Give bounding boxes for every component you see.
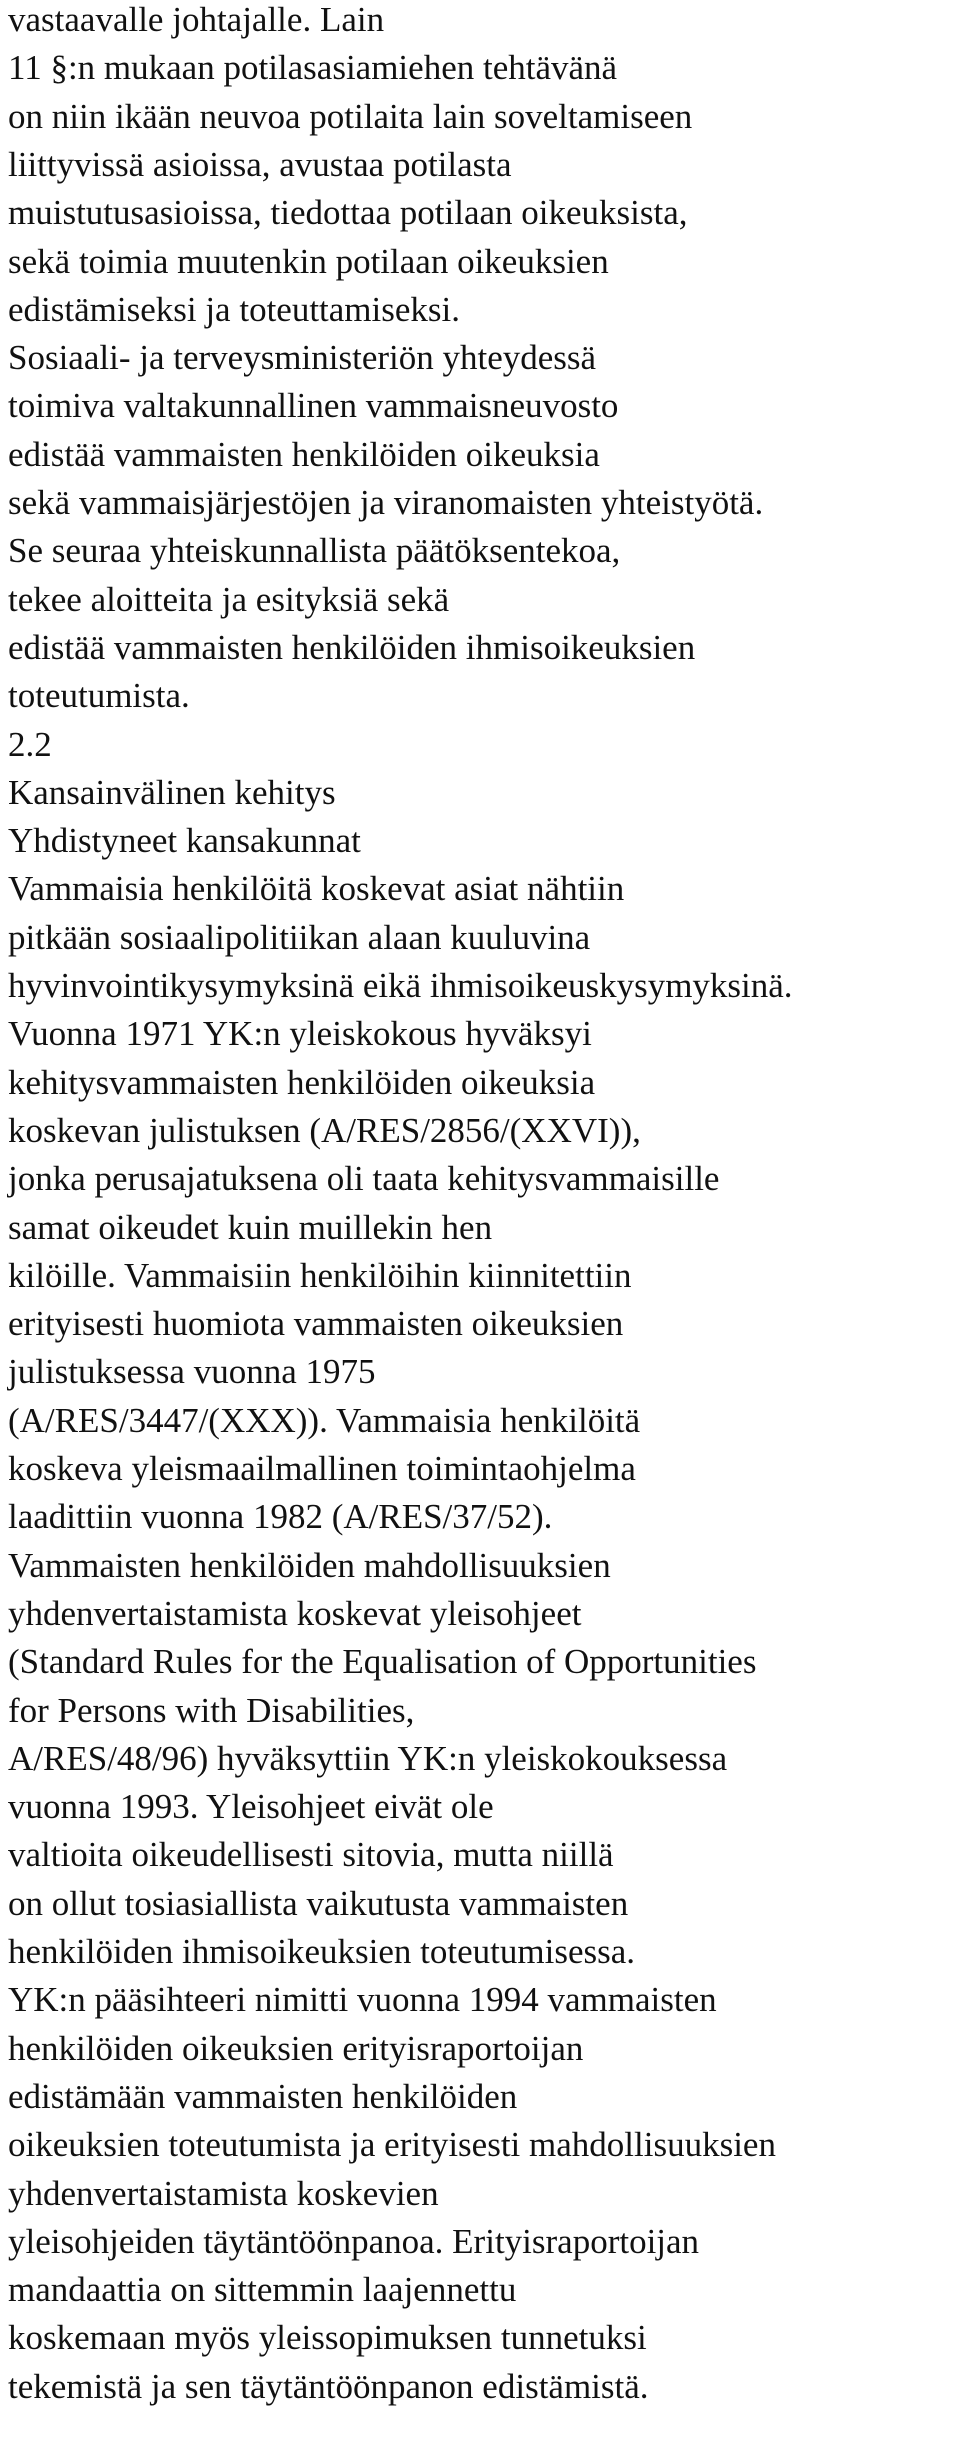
text-line: edistämään vammaisten henkilöiden <box>8 2076 518 2116</box>
text-line: Vammaisia henkilöitä koskevat asiat nähtiin <box>8 869 625 909</box>
text-line: edistää vammaisten henkilöiden oikeuksia <box>8 434 600 474</box>
text-line: 11 §:n mukaan potilasasiamiehen tehtävänä <box>8 48 618 88</box>
text-line: toteutumista. <box>8 676 190 716</box>
text-line: yhdenvertaistamista koskevien <box>8 2173 439 2213</box>
text-line: for Persons with Disabilities, <box>8 1690 415 1730</box>
text-line: toimiva valtakunnallinen vammaisneuvosto <box>8 386 619 426</box>
text-line: yleisohjeiden täytäntöönpanoa. Erityisraportoijan <box>8 2221 700 2261</box>
text-line: mandaattia on sittemmin laajennettu <box>8 2270 517 2310</box>
text-line: Se seuraa yhteiskunnallista päätöksentekoa, <box>8 531 621 571</box>
text-line: pitkään sosiaalipolitiikan alaan kuuluvina <box>8 917 591 957</box>
text-line: valtioita oikeudellisesti sitovia, mutta niillä <box>8 1835 614 1875</box>
text-line: YK:n pääsihteeri nimitti vuonna 1994 vammaisten <box>8 1980 717 2020</box>
text-line: Kansainvälinen kehitys <box>8 772 336 812</box>
text-line: vastaavalle johtajalle. Lain <box>8 0 385 39</box>
text-line: henkilöiden ihmisoikeuksien toteutumisessa. <box>8 1932 636 1971</box>
text-line: vuonna 1993. Yleisohjeet eivät ole <box>8 1787 494 1827</box>
text-line: tekee aloitteita ja esityksiä sekä <box>8 579 450 619</box>
text-line: A/RES/48/96) hyväksyttiin YK:n yleiskokouksessa <box>8 1738 728 1778</box>
text-line: sekä vammaisjärjestöjen ja viranomaisten yhteistyötä. <box>8 483 764 522</box>
text-line: oikeuksien toteutumista ja erityisesti mahdollisuuksien <box>8 2125 776 2165</box>
text-line: muistutusasioissa, tiedottaa potilaan oikeuksista, <box>8 193 688 233</box>
text-line: yhdenvertaistamista koskevat yleisohjeet <box>8 1593 582 1633</box>
text-line: jonka perusajatuksena oli taata kehitysvammaisille <box>8 1159 720 1199</box>
text-line: laadittiin vuonna 1982 (A/RES/37/52). <box>8 1497 553 1537</box>
text-line: Sosiaali- ja terveysministeriön yhteydessä <box>8 338 597 378</box>
text-line: koskemaan myös yleissopimuksen tunnetuksi <box>8 2318 647 2358</box>
text-line: sekä toimia muutenkin potilaan oikeuksien <box>8 241 609 281</box>
text-line: koskevan julistuksen (A/RES/2856/(XXVI)), <box>8 1110 641 1150</box>
text-line: tekemistä ja sen täytäntöönpanon edistämistä. <box>8 2366 649 2406</box>
text-line: edistää vammaisten henkilöiden ihmisoikeuksien <box>8 627 696 667</box>
text-line: liittyvissä asioissa, avustaa potilasta <box>8 144 512 184</box>
text-line: samat oikeudet kuin muillekin hen <box>8 1207 493 1247</box>
text-line: henkilöiden oikeuksien erityisraportoijan <box>8 2028 584 2068</box>
text-line: kilöille. Vammaisiin henkilöihin kiinnitettiin <box>8 1255 632 1295</box>
text-line: Yhdistyneet kansakunnat <box>8 821 361 861</box>
text-line: koskeva yleismaailmallinen toimintaohjelma <box>8 1449 636 1488</box>
text-line: erityisesti huomiota vammaisten oikeuksien <box>8 1304 624 1344</box>
text-line: Vammaisten henkilöiden mahdollisuuksien <box>8 1545 611 1585</box>
text-line: (A/RES/3447/(XXX)). Vammaisia henkilöitä <box>8 1400 641 1440</box>
text-line: edistämiseksi ja toteuttamiseksi. <box>8 289 461 329</box>
text-line: hyvinvointikysymyksinä eikä ihmisoikeuskysymyksinä. <box>8 966 793 1005</box>
text-line: (Standard Rules for the Equalisation of Opportunities <box>8 1642 757 1682</box>
text-line: on ollut tosiasiallista vaikutusta vammaisten <box>8 1883 629 1923</box>
text-line: 2.2 <box>8 724 52 764</box>
text-line: Vuonna 1971 YK:n yleiskokous hyväksyi <box>8 1014 592 1054</box>
text-line: julistuksessa vuonna 1975 <box>8 1352 376 1392</box>
text-line: on niin ikään neuvoa potilaita lain soveltamiseen <box>8 96 693 136</box>
text-line: kehitysvammaisten henkilöiden oikeuksia <box>8 1062 596 1102</box>
